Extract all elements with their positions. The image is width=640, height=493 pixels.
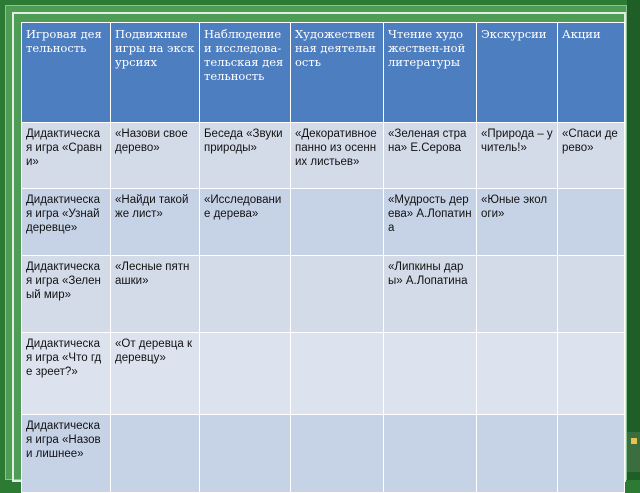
table-cell: Дидактическая игра «Сравни» bbox=[22, 123, 111, 189]
table-row bbox=[22, 415, 625, 493]
table-cell: Дидактическая игра «Назови лишнее» bbox=[22, 415, 111, 493]
table-cell: Беседа «Звуки природы» bbox=[200, 123, 291, 189]
table-cell bbox=[200, 415, 291, 493]
table-cell bbox=[200, 333, 291, 415]
table-cell: «От деревца к деревцу» bbox=[111, 333, 200, 415]
header-cell: Чтение художествен-ной литературы bbox=[384, 23, 477, 123]
table-cell bbox=[477, 333, 558, 415]
header-cell: Художественная деятельность bbox=[291, 23, 384, 123]
activities-table bbox=[21, 22, 625, 493]
table-cell bbox=[558, 333, 625, 415]
corner-decoration bbox=[627, 432, 640, 472]
table-cell: «Лесные пятнашки» bbox=[111, 256, 200, 333]
table-cell: «Спаси дерево» bbox=[558, 123, 625, 189]
table-cell: «Юные экологи» bbox=[477, 189, 558, 256]
table-cell bbox=[200, 256, 291, 333]
table-cell: «Найди такой же лист» bbox=[111, 189, 200, 256]
decoration-icon bbox=[631, 438, 637, 444]
header-cell: Акции bbox=[558, 23, 625, 123]
table-cell bbox=[111, 415, 200, 493]
table-row bbox=[22, 333, 625, 415]
table-row bbox=[22, 189, 625, 256]
header-cell: Наблюдение и исследова-тельская деятельность bbox=[200, 23, 291, 123]
table-cell: «Природа – учитель!» bbox=[477, 123, 558, 189]
table-cell: «Назови свое дерево» bbox=[111, 123, 200, 189]
table-row bbox=[22, 256, 625, 333]
header-cell: Экскурсии bbox=[477, 23, 558, 123]
header-cell: Игровая деятельность bbox=[22, 23, 111, 123]
table-cell bbox=[291, 189, 384, 256]
table-cell: «Липкины дары» А.Лопатина bbox=[384, 256, 477, 333]
table-cell bbox=[384, 333, 477, 415]
table-cell bbox=[558, 256, 625, 333]
window-edge-strip bbox=[627, 0, 640, 480]
table-cell bbox=[291, 256, 384, 333]
table-cell: «Зеленая страна» Е.Серова bbox=[384, 123, 477, 189]
table-cell bbox=[384, 415, 477, 493]
table-cell bbox=[477, 415, 558, 493]
table-cell: Дидактическая игра «Узнай деревце» bbox=[22, 189, 111, 256]
header-cell: Подвижные игры на экскурсиях bbox=[111, 23, 200, 123]
table-cell: Дидактическая игра «Что где зреет?» bbox=[22, 333, 111, 415]
table-cell bbox=[558, 415, 625, 493]
table-cell bbox=[291, 333, 384, 415]
table-header-row bbox=[22, 23, 625, 123]
table-cell bbox=[291, 415, 384, 493]
table-cell bbox=[477, 256, 558, 333]
table-cell: «Декоративное панно из осенних листьев» bbox=[291, 123, 384, 189]
table-row bbox=[22, 123, 625, 189]
table-cell: «Мудрость дерева» А.Лопатина bbox=[384, 189, 477, 256]
table-cell: Дидактическая игра «Зеленый мир» bbox=[22, 256, 111, 333]
table-cell bbox=[558, 189, 625, 256]
table-cell: «Исследование дерева» bbox=[200, 189, 291, 256]
